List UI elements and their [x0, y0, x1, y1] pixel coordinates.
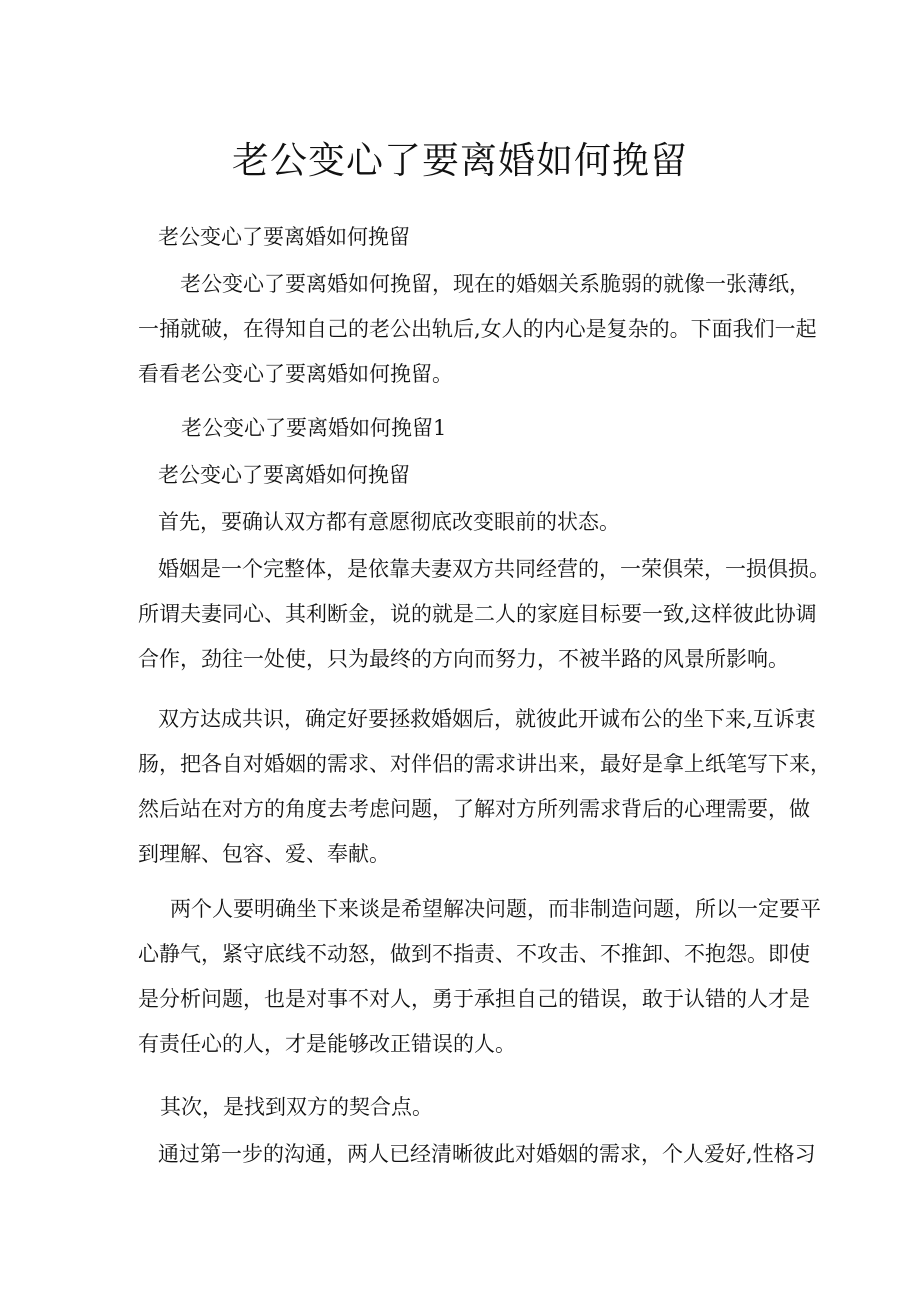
- communication-line: 通过第一步的沟通，两人已经清晰彼此对婚姻的需求，个人爱好,性格习: [158, 1142, 816, 1166]
- first-point: 首先，要确认双方都有意愿彻底改变眼前的状态。: [158, 510, 620, 534]
- calm-line: 两个人要明确坐下来谈是希望解决问题，而非制造问题，所以一定要平: [170, 897, 821, 921]
- marriage-line: 合作，劲往一处使，只为最终的方向而努力，不被半路的风景所影响。: [138, 647, 789, 671]
- intro-paragraph: [138, 262, 817, 397]
- document-title: 老公变心了要离婚如何挽留: [232, 139, 688, 182]
- intro-line: 看看老公变心了要离婚如何挽留。: [138, 362, 453, 386]
- consensus-line: 肠，把各自对婚姻的需求、对伴侣的需求讲出来，最好是拿上纸笔写下来，: [138, 752, 831, 776]
- communication-paragraph: [138, 1132, 816, 1177]
- calm-line: 心静气，紧守底线不动怒，做到不指责、不攻击、不推卸、不抱怨。即使: [138, 942, 810, 966]
- document-subtitle: 老公变心了要离婚如何挽留: [158, 225, 410, 249]
- calm-line: 有责任心的人，才是能够改正错误的人。: [138, 1032, 516, 1056]
- consensus-line: 然后站在对方的角度去考虑问题，了解对方所列需求背后的心理需要，做: [138, 797, 810, 821]
- intro-line: 一捅就破，在得知自己的老公出轨后,女人的内心是复杂的。下面我们一起: [138, 317, 817, 341]
- marriage-line: 婚姻是一个完整体，是依靠夫妻双方共同经营的，一荣俱荣，一损俱损。: [158, 557, 830, 581]
- consensus-line: 到理解、包容、爱、奉献。: [138, 842, 390, 866]
- consensus-paragraph: [138, 697, 831, 877]
- marriage-line: 所谓夫妻同心、其利断金，说的就是二人的家庭目标要一致,这样彼此协调: [138, 602, 817, 626]
- section-heading: 老公变心了要离婚如何挽留1: [181, 416, 447, 440]
- consensus-line: 双方达成共识，确定好要拯救婚姻后，就彼此开诚布公的坐下来,互诉衷: [158, 707, 816, 731]
- calm-paragraph: [138, 887, 821, 1067]
- second-point: 其次，是找到双方的契合点。: [160, 1095, 433, 1119]
- section-subheading: 老公变心了要离婚如何挽留: [158, 463, 410, 487]
- calm-line: 是分析问题，也是对事不对人，勇于承担自己的错误，敢于认错的人才是: [138, 987, 810, 1011]
- intro-line: 老公变心了要离婚如何挽留，现在的婚姻关系脆弱的就像一张薄纸，: [180, 272, 810, 296]
- marriage-paragraph: [138, 547, 830, 682]
